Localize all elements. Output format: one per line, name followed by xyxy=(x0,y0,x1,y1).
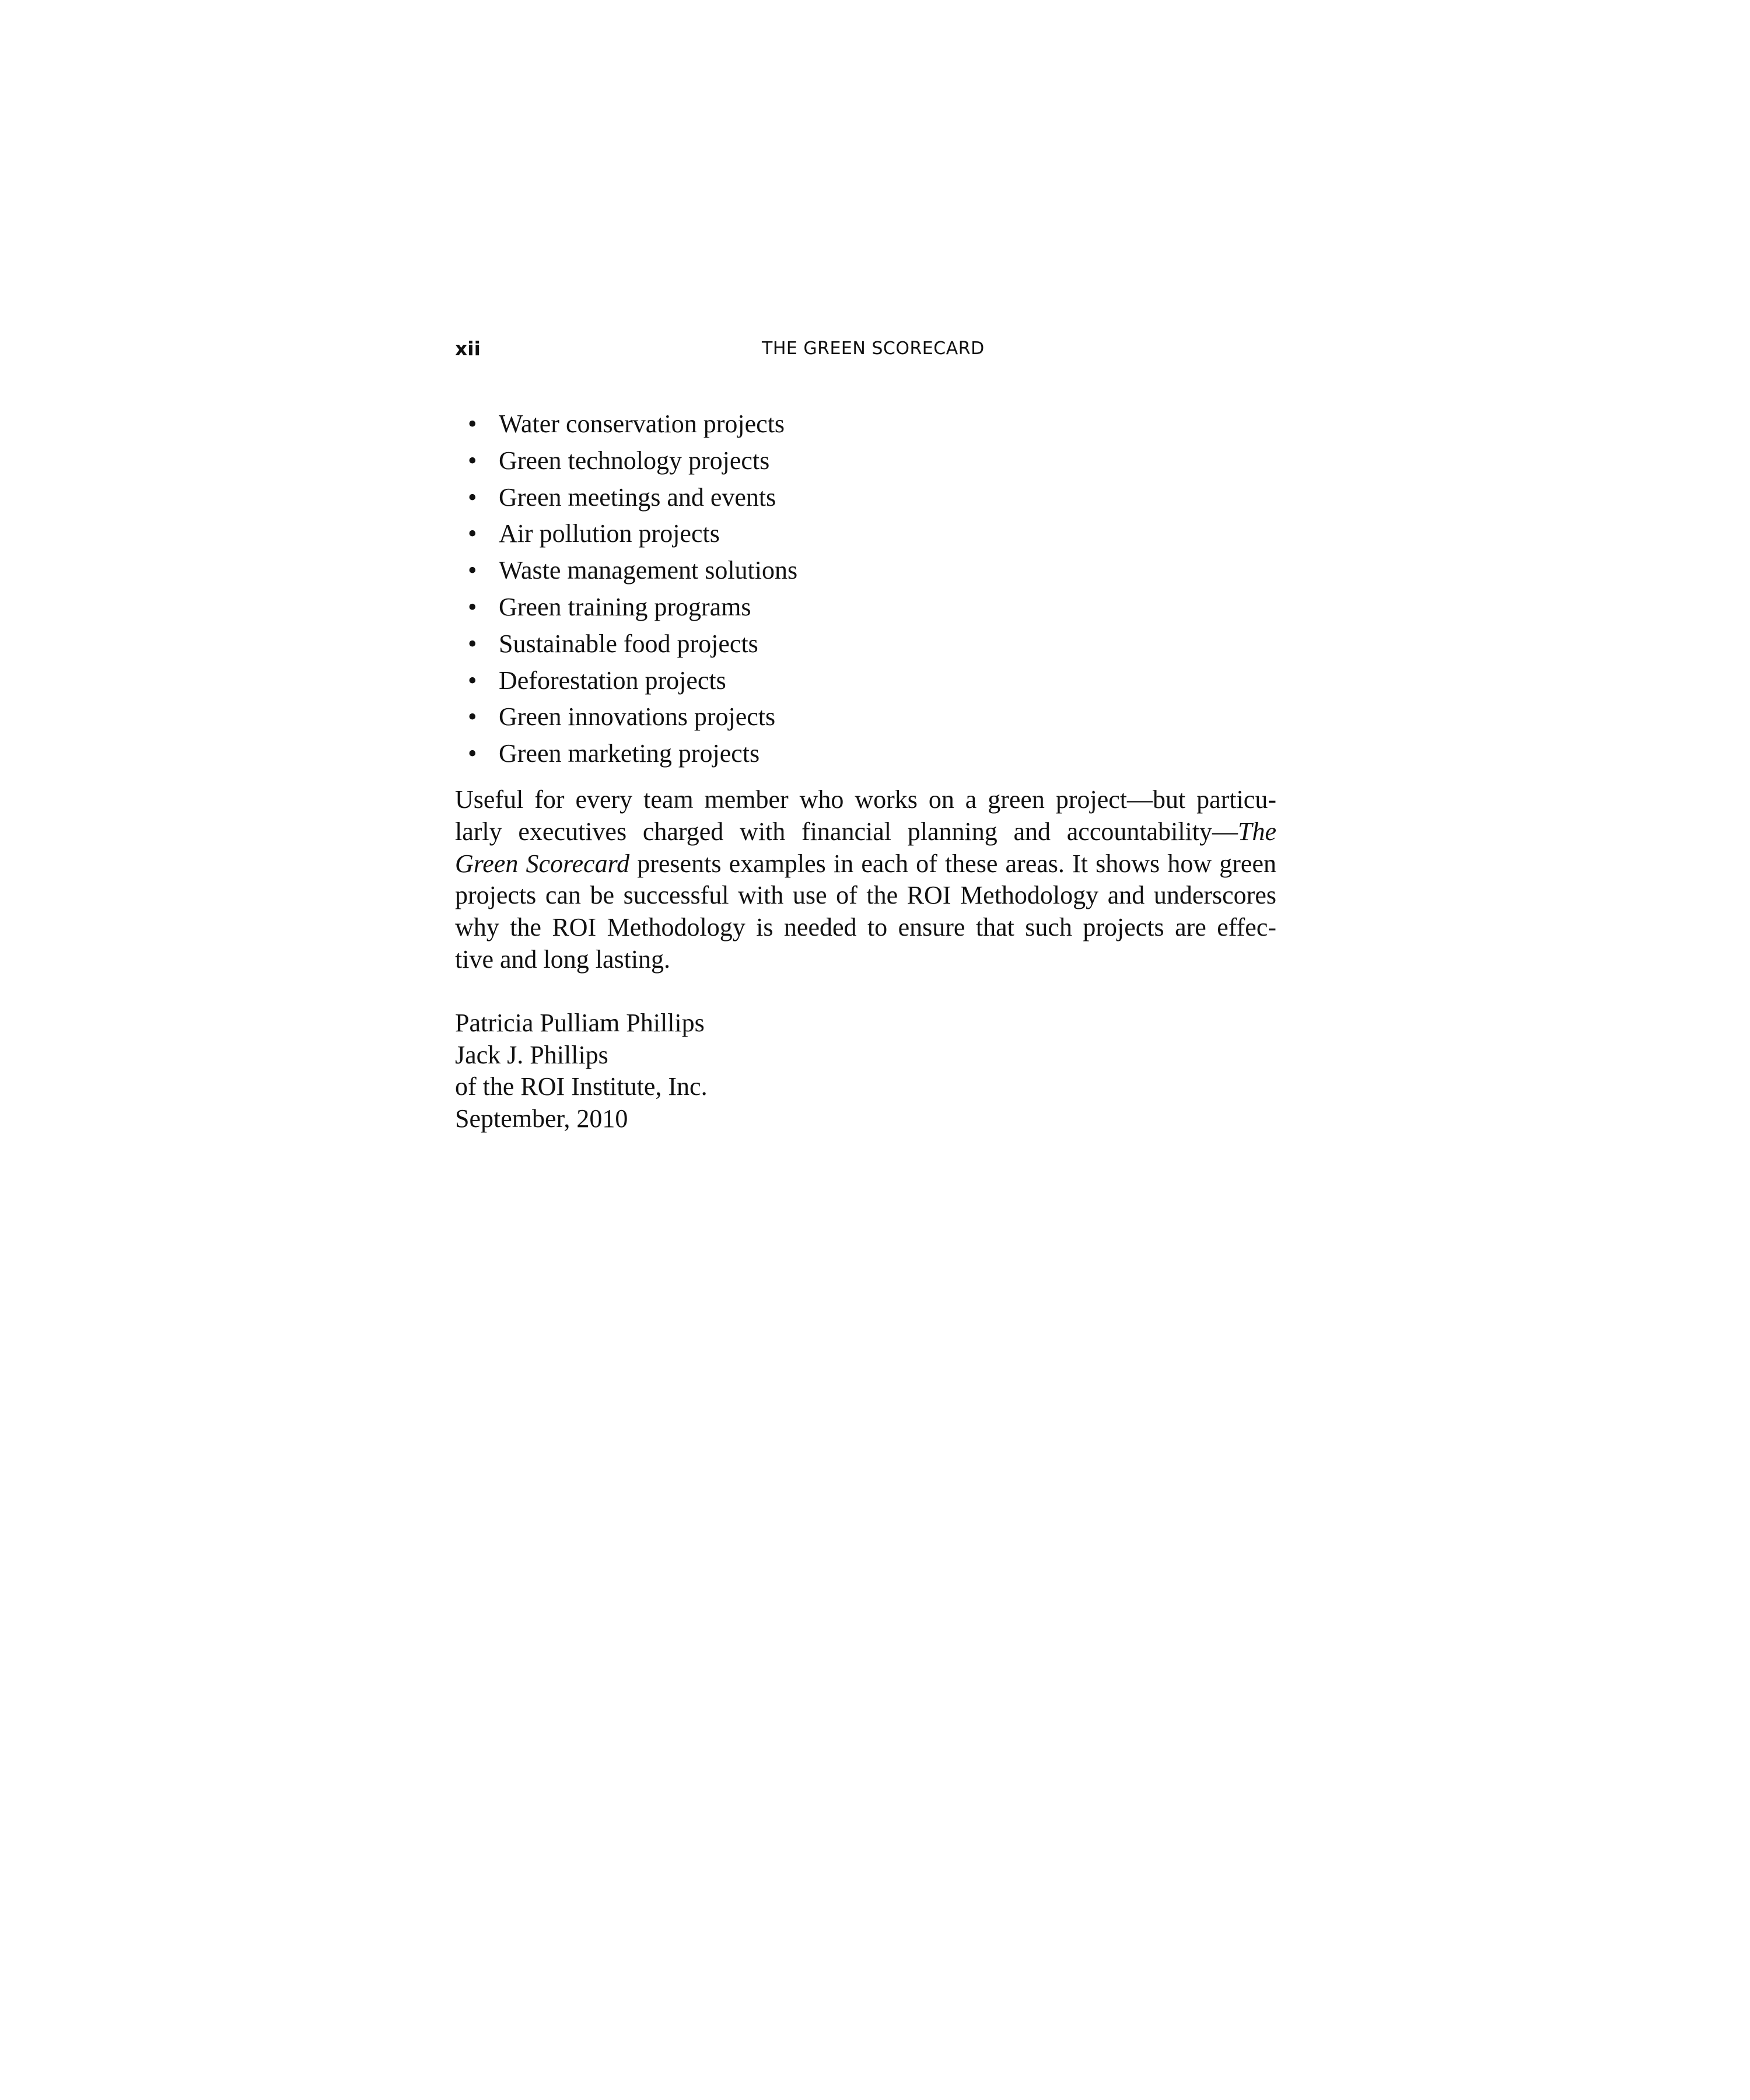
running-head xyxy=(455,334,1276,363)
paragraph-text: why the ROI Methodology is needed to ensure that such projects are effec- xyxy=(455,913,1276,942)
paragraph-line xyxy=(455,944,1276,976)
list-item-text: Deforestation projects xyxy=(499,666,726,695)
paragraph-line xyxy=(455,784,1276,816)
page-number: xii xyxy=(455,337,481,360)
bullet-icon: • xyxy=(468,519,477,548)
book-title-italic: The xyxy=(1238,817,1276,846)
body-paragraph xyxy=(455,784,1276,976)
paragraph-text: presents examples in each of these areas. It shows how green xyxy=(629,849,1276,878)
signature-block xyxy=(455,1007,708,1135)
list-item-text: Air pollution projects xyxy=(499,519,720,548)
bullet-icon: • xyxy=(468,702,477,732)
paragraph-line xyxy=(455,880,1276,912)
bullet-icon: • xyxy=(468,410,477,438)
list-item-text: Waste management solutions xyxy=(499,556,798,585)
list-item-text: Green innovations projects xyxy=(499,702,776,732)
bullet-icon: • xyxy=(468,666,477,695)
list-item-text: Green marketing projects xyxy=(499,739,760,768)
list-item-text: Sustainable food projects xyxy=(499,629,758,658)
bullet-icon: • xyxy=(468,482,477,512)
bullet-icon: • xyxy=(468,739,477,768)
list-item-text: Green meetings and events xyxy=(499,482,776,512)
list-item-text: Green training programs xyxy=(499,592,751,621)
list-item-text: Water conservation projects xyxy=(499,410,785,438)
author-name: Patricia Pulliam Phillips xyxy=(455,1009,705,1037)
author-name: Jack J. Phillips xyxy=(455,1040,608,1069)
bullet-icon: • xyxy=(468,556,477,585)
book-title-italic: Green Scorecard xyxy=(455,849,630,878)
book-title: THE GREEN SCORECARD xyxy=(762,338,985,359)
paragraph-text: tive and long lasting. xyxy=(455,944,671,974)
list-item-text: Green technology projects xyxy=(499,446,770,475)
paragraph-line xyxy=(455,848,1276,880)
signature-date: September, 2010 xyxy=(455,1104,628,1133)
paragraph-line xyxy=(455,912,1276,944)
paragraph-text: projects can be successful with use of the ROI Methodology and underscores xyxy=(455,881,1276,910)
paragraph-text: Useful for every team member who works on a green project—but particu- xyxy=(455,785,1276,814)
paragraph-text: larly executives charged with financial planning and accountability— xyxy=(455,817,1238,846)
author-affiliation: of the ROI Institute, Inc. xyxy=(455,1072,708,1101)
bullet-icon: • xyxy=(468,592,477,621)
bullet-icon: • xyxy=(468,446,477,475)
bullet-icon: • xyxy=(468,629,477,658)
paragraph-line xyxy=(455,816,1276,848)
